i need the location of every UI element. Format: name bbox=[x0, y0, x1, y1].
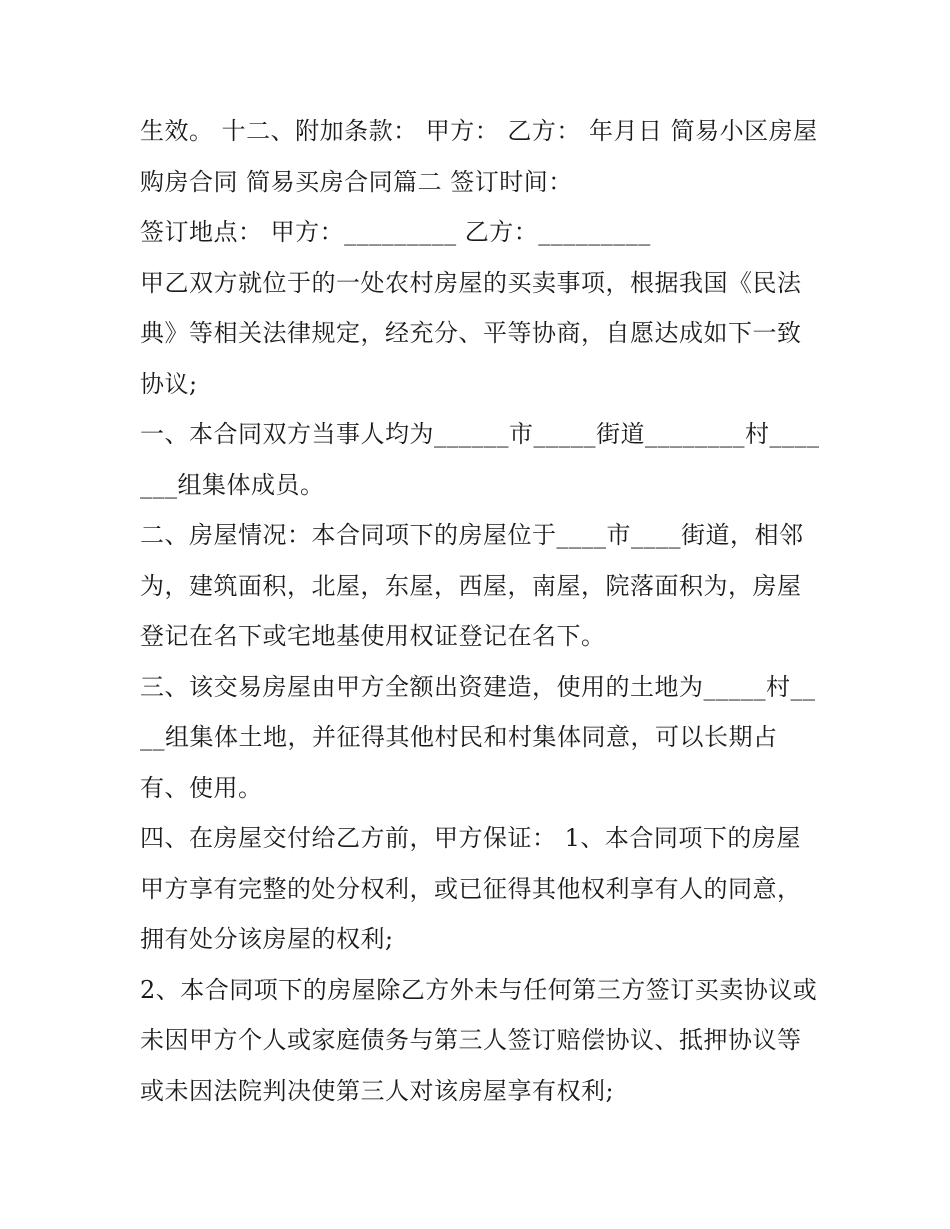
paragraph-clause-3: 三、该交易房屋由甲方全额出资建造，使用的土地为_____村____组集体土地，并征得其他村民和村集体同意，可以长期占有、使用。 bbox=[140, 672, 816, 802]
document-body bbox=[140, 106, 820, 1116]
paragraph-signing-place: 签订地点： 甲方：_________ 乙方：_________ bbox=[140, 218, 651, 246]
paragraph-clause-4: 四、在房屋交付给乙方前，甲方保证： 1、本合同项下的房屋甲方享有完整的处分权利，或已征得其他权利享有人的同意，拥有处分该房屋的权利; bbox=[140, 824, 802, 953]
paragraph-clause-4-item-2: 2、本合同项下的房屋除乙方外未与任何第三方签订买卖协议或未因甲方个人或家庭债务与第三人签订赔偿协议、抵押协议等或未因法院判决使第三人对该房屋享有权利; bbox=[140, 975, 818, 1105]
paragraph-clause-1: 一、本合同双方当事人均为______市_____街道________村_______组集体成员。 bbox=[140, 420, 820, 499]
paragraph-clause-2: 二、房屋情况：本合同项下的房屋位于____市____街道，相邻为，建筑面积，北屋，东屋，西屋，南屋，院落面积为，房屋登记在名下或宅地基使用权证登记在名下。 bbox=[140, 521, 804, 650]
paragraph-effective-clause: 生效。 十二、附加条款： 甲方： 乙方： 年月日 简易小区房屋购房合同 简易买房合同篇二 签订时间： bbox=[140, 117, 818, 196]
paragraph-preamble: 甲乙双方就位于的一处农村房屋的买卖事项，根据我国《民法典》等相关法律规定，经充分、平等协商，自愿达成如下一致协议; bbox=[140, 268, 802, 398]
